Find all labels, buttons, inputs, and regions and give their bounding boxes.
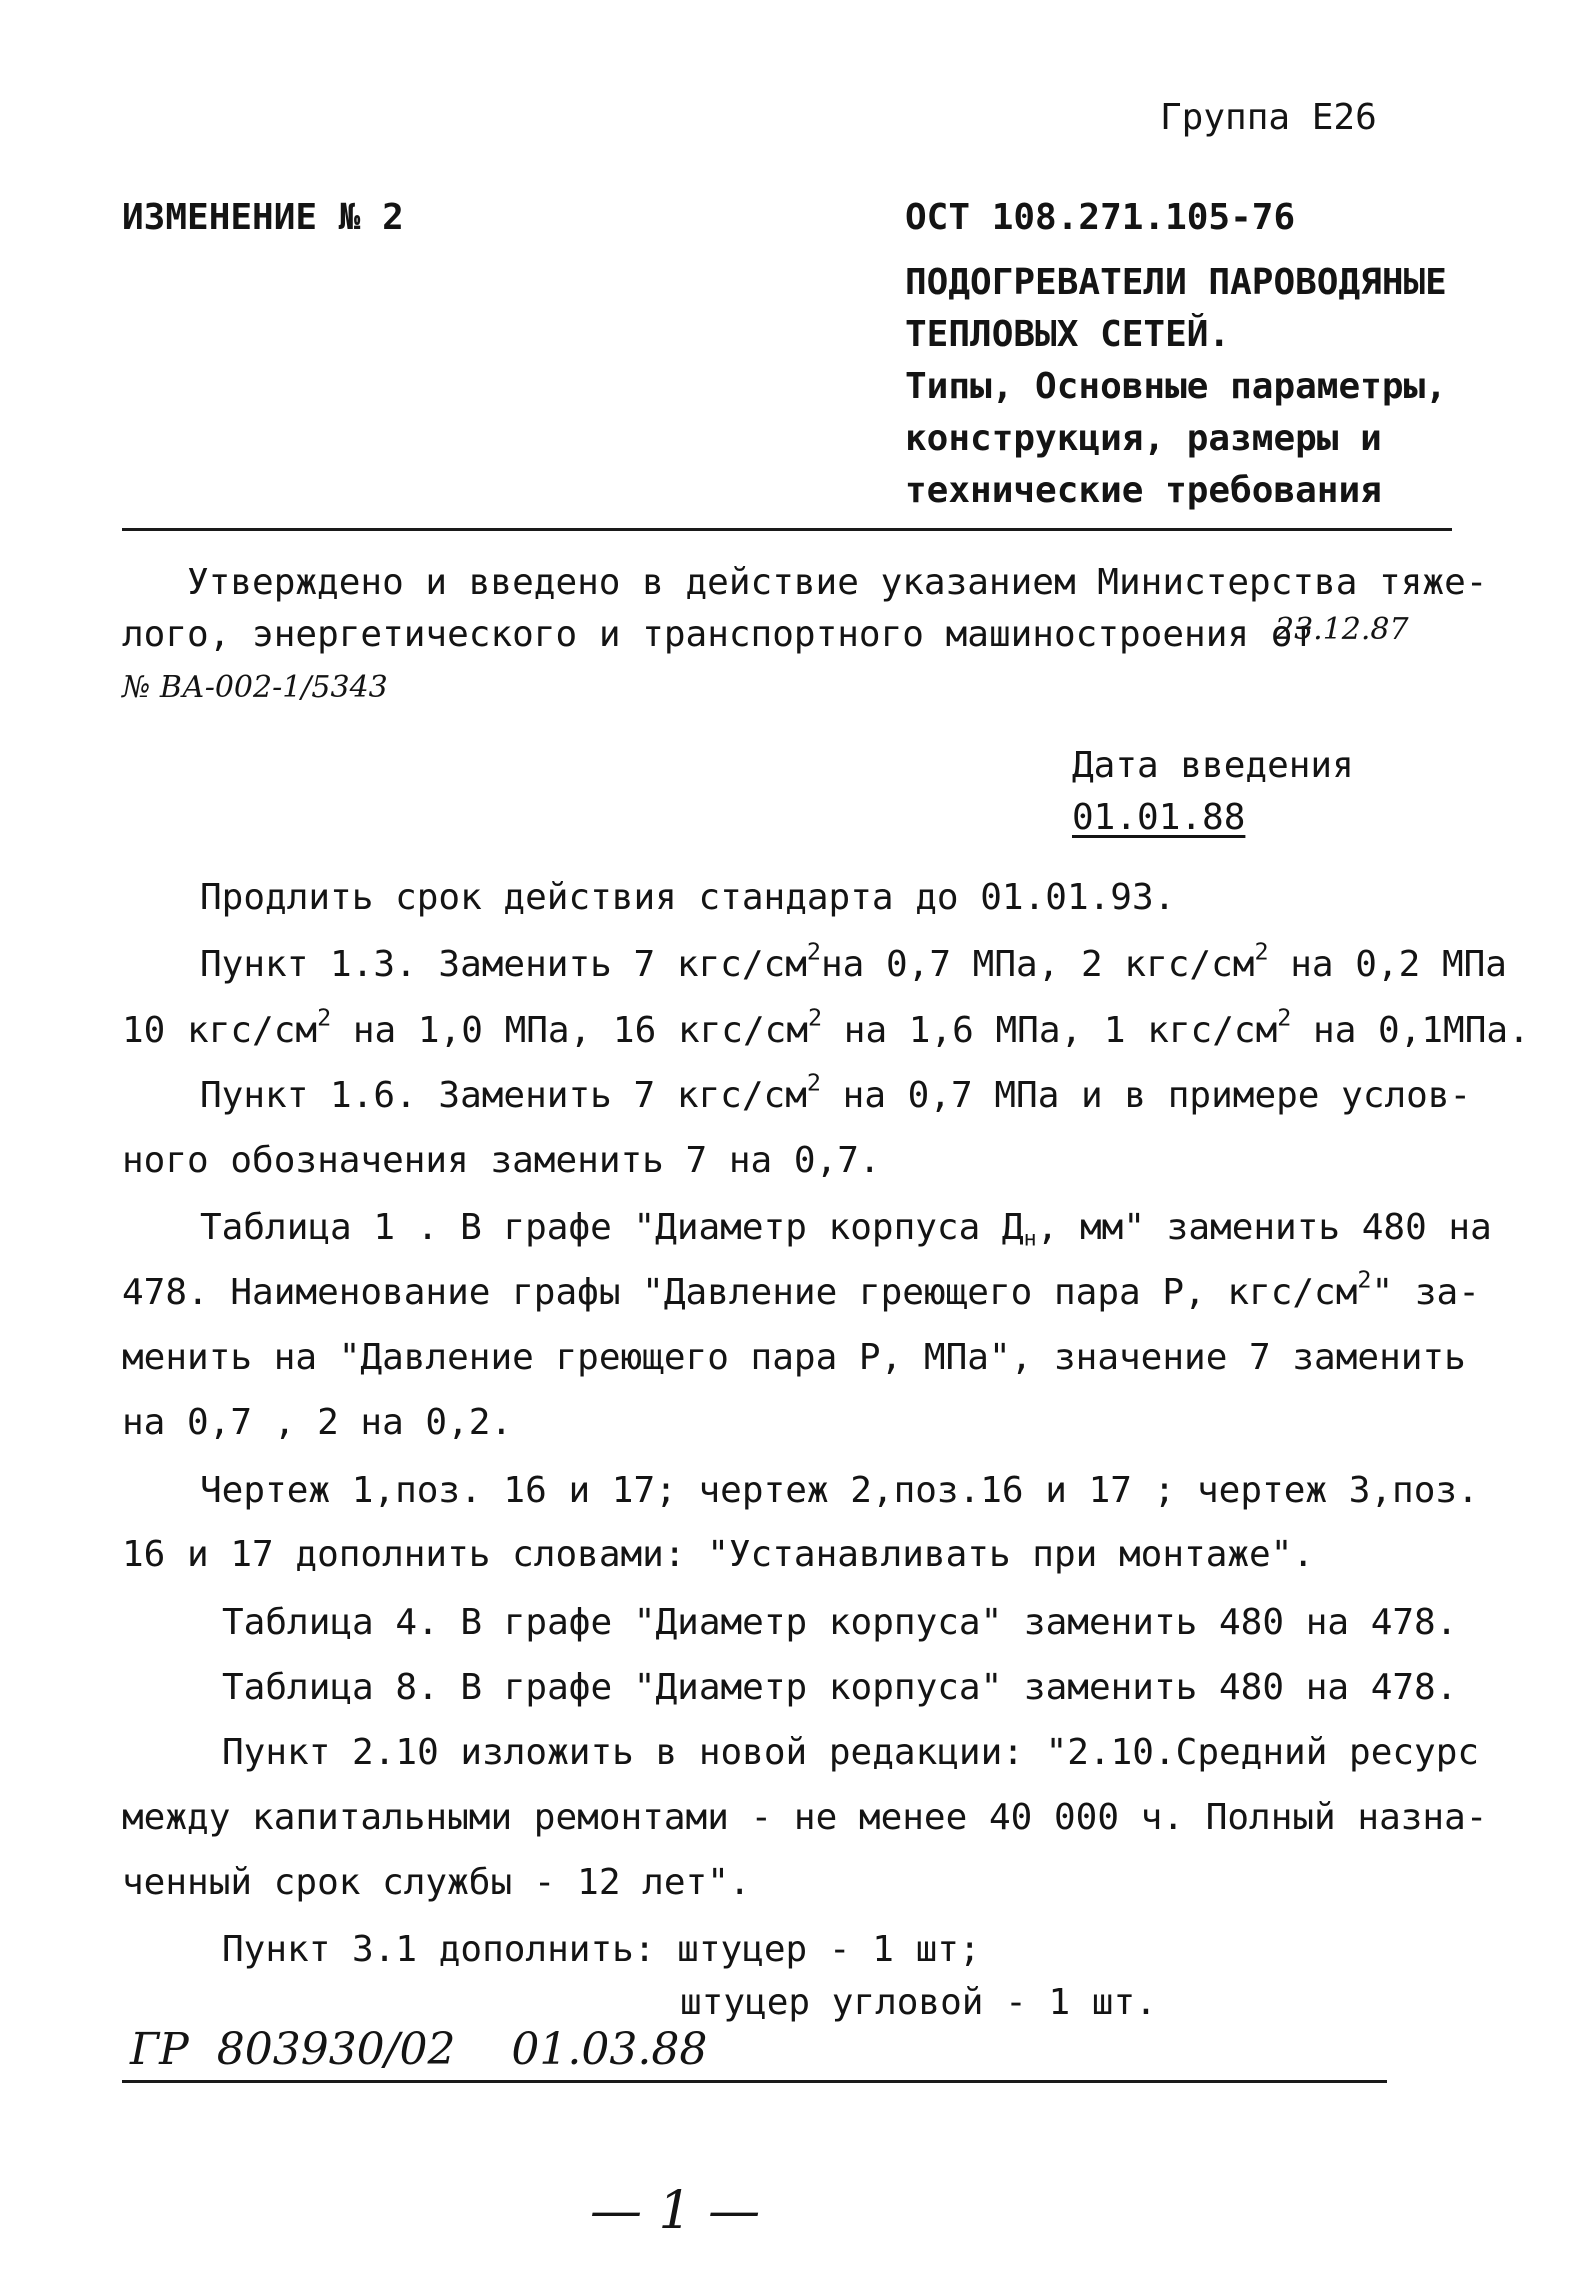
- paragraph-item-1-6-line-2: ного обозначения заменить 7 на 0,7.: [122, 1140, 881, 1181]
- introduction-date: 01.01.88: [1072, 797, 1246, 838]
- approval-date-handwritten: 23.12.87: [1275, 612, 1409, 647]
- paragraph-drawings-line-2: 16 и 17 дополнить словами: "Устанавливать при монтаже".: [122, 1534, 1315, 1575]
- paragraph-table-1-line-2: 478. Наименование графы "Давление греющего пара Р, кгс/$см^2$" за-: [122, 1265, 1480, 1313]
- title-line-1: ПОДОГРЕВАТЕЛИ ПАРОВОДЯНЫЕ: [905, 262, 1447, 303]
- footer-divider: [122, 2080, 1387, 2083]
- approval-number-handwritten: № ВА-002-1/5343: [122, 670, 388, 705]
- introduction-label: Дата введения: [1072, 745, 1354, 786]
- paragraph-item-3-1-line-2: штуцер угловой - 1 шт.: [680, 1982, 1157, 2023]
- paragraph-item-2-10-line-1: Пункт 2.10 изложить в новой редакции: "2.10.Средний ресурс: [222, 1732, 1480, 1773]
- title-line-3: Типы, Основные параметры,: [905, 366, 1447, 407]
- page-number: — 1 —: [590, 2181, 761, 2241]
- change-label: ИЗМЕНЕНИЕ № 2: [122, 197, 404, 238]
- registration-handwritten: ГР 803930/02 01.03.88: [130, 2024, 708, 2075]
- paragraph-table-1-line-1: Таблица 1 . В графе "Диаметр корпуса $Д_н$, мм" заменить 480 на: [200, 1207, 1492, 1252]
- title-line-5: технические требования: [905, 470, 1382, 511]
- paragraph-item-2-10-line-2: между капитальными ремонтами - не менее 40 000 ч. Полный назна-: [122, 1797, 1488, 1838]
- title-line-2: ТЕПЛОВЫХ СЕТЕЙ.: [905, 314, 1231, 355]
- title-line-4: конструкция, размеры и: [905, 418, 1382, 459]
- group-label: Группа Е26: [1160, 97, 1377, 138]
- paragraph-item-2-10-line-3: ченный срок службы - 12 лет".: [122, 1862, 751, 1903]
- paragraph-item-3-1-line-1: Пункт 3.1 дополнить: штуцер - 1 шт;: [222, 1929, 981, 1970]
- paragraph-table-4: Таблица 4. В графе "Диаметр корпуса" заменить 480 на 478.: [222, 1602, 1458, 1643]
- paragraph-table-1-line-4: на 0,7 , 2 на 0,2.: [122, 1402, 513, 1443]
- standard-number: ОСТ 108.271.105-76: [905, 197, 1296, 238]
- paragraph-extend-term: Продлить срок действия стандарта до 01.01.93.: [200, 877, 1176, 918]
- paragraph-item-1-6-line-1: Пункт 1.6. Заменить 7 кгс/$см^2$ на 0,7 МПа и в примере услов-: [200, 1068, 1472, 1116]
- paragraph-table-8: Таблица 8. В графе "Диаметр корпуса" заменить 480 на 478.: [222, 1667, 1458, 1708]
- approval-line-1: Утверждено и введено в действие указанием Министерства тяже-: [187, 562, 1488, 603]
- paragraph-table-1-line-3: менить на "Давление греющего пара Р, МПа", значение 7 заменить: [122, 1337, 1466, 1378]
- paragraph-item-1-3-line-1: Пункт 1.3. Заменить 7 кгс/$см^2на$ 0,7 МПа, 2 кгс/$см^2$ на 0,2 МПа: [200, 937, 1507, 985]
- header-divider: [122, 528, 1452, 531]
- paragraph-item-1-3-line-2: 10 кгс/$см^2$ на 1,0 МПа, 16 кгс/$см^2$ на 1,6 МПа, 1 кгс/$см^2$ на 0,1МПа.: [122, 1003, 1530, 1051]
- approval-line-2: лого, энергетического и транспортного машиностроения от: [122, 614, 1315, 655]
- paragraph-drawings-line-1: Чертеж 1,поз. 16 и 17; чертеж 2,поз.16 и 17 ; чертеж 3,поз.: [200, 1470, 1479, 1511]
